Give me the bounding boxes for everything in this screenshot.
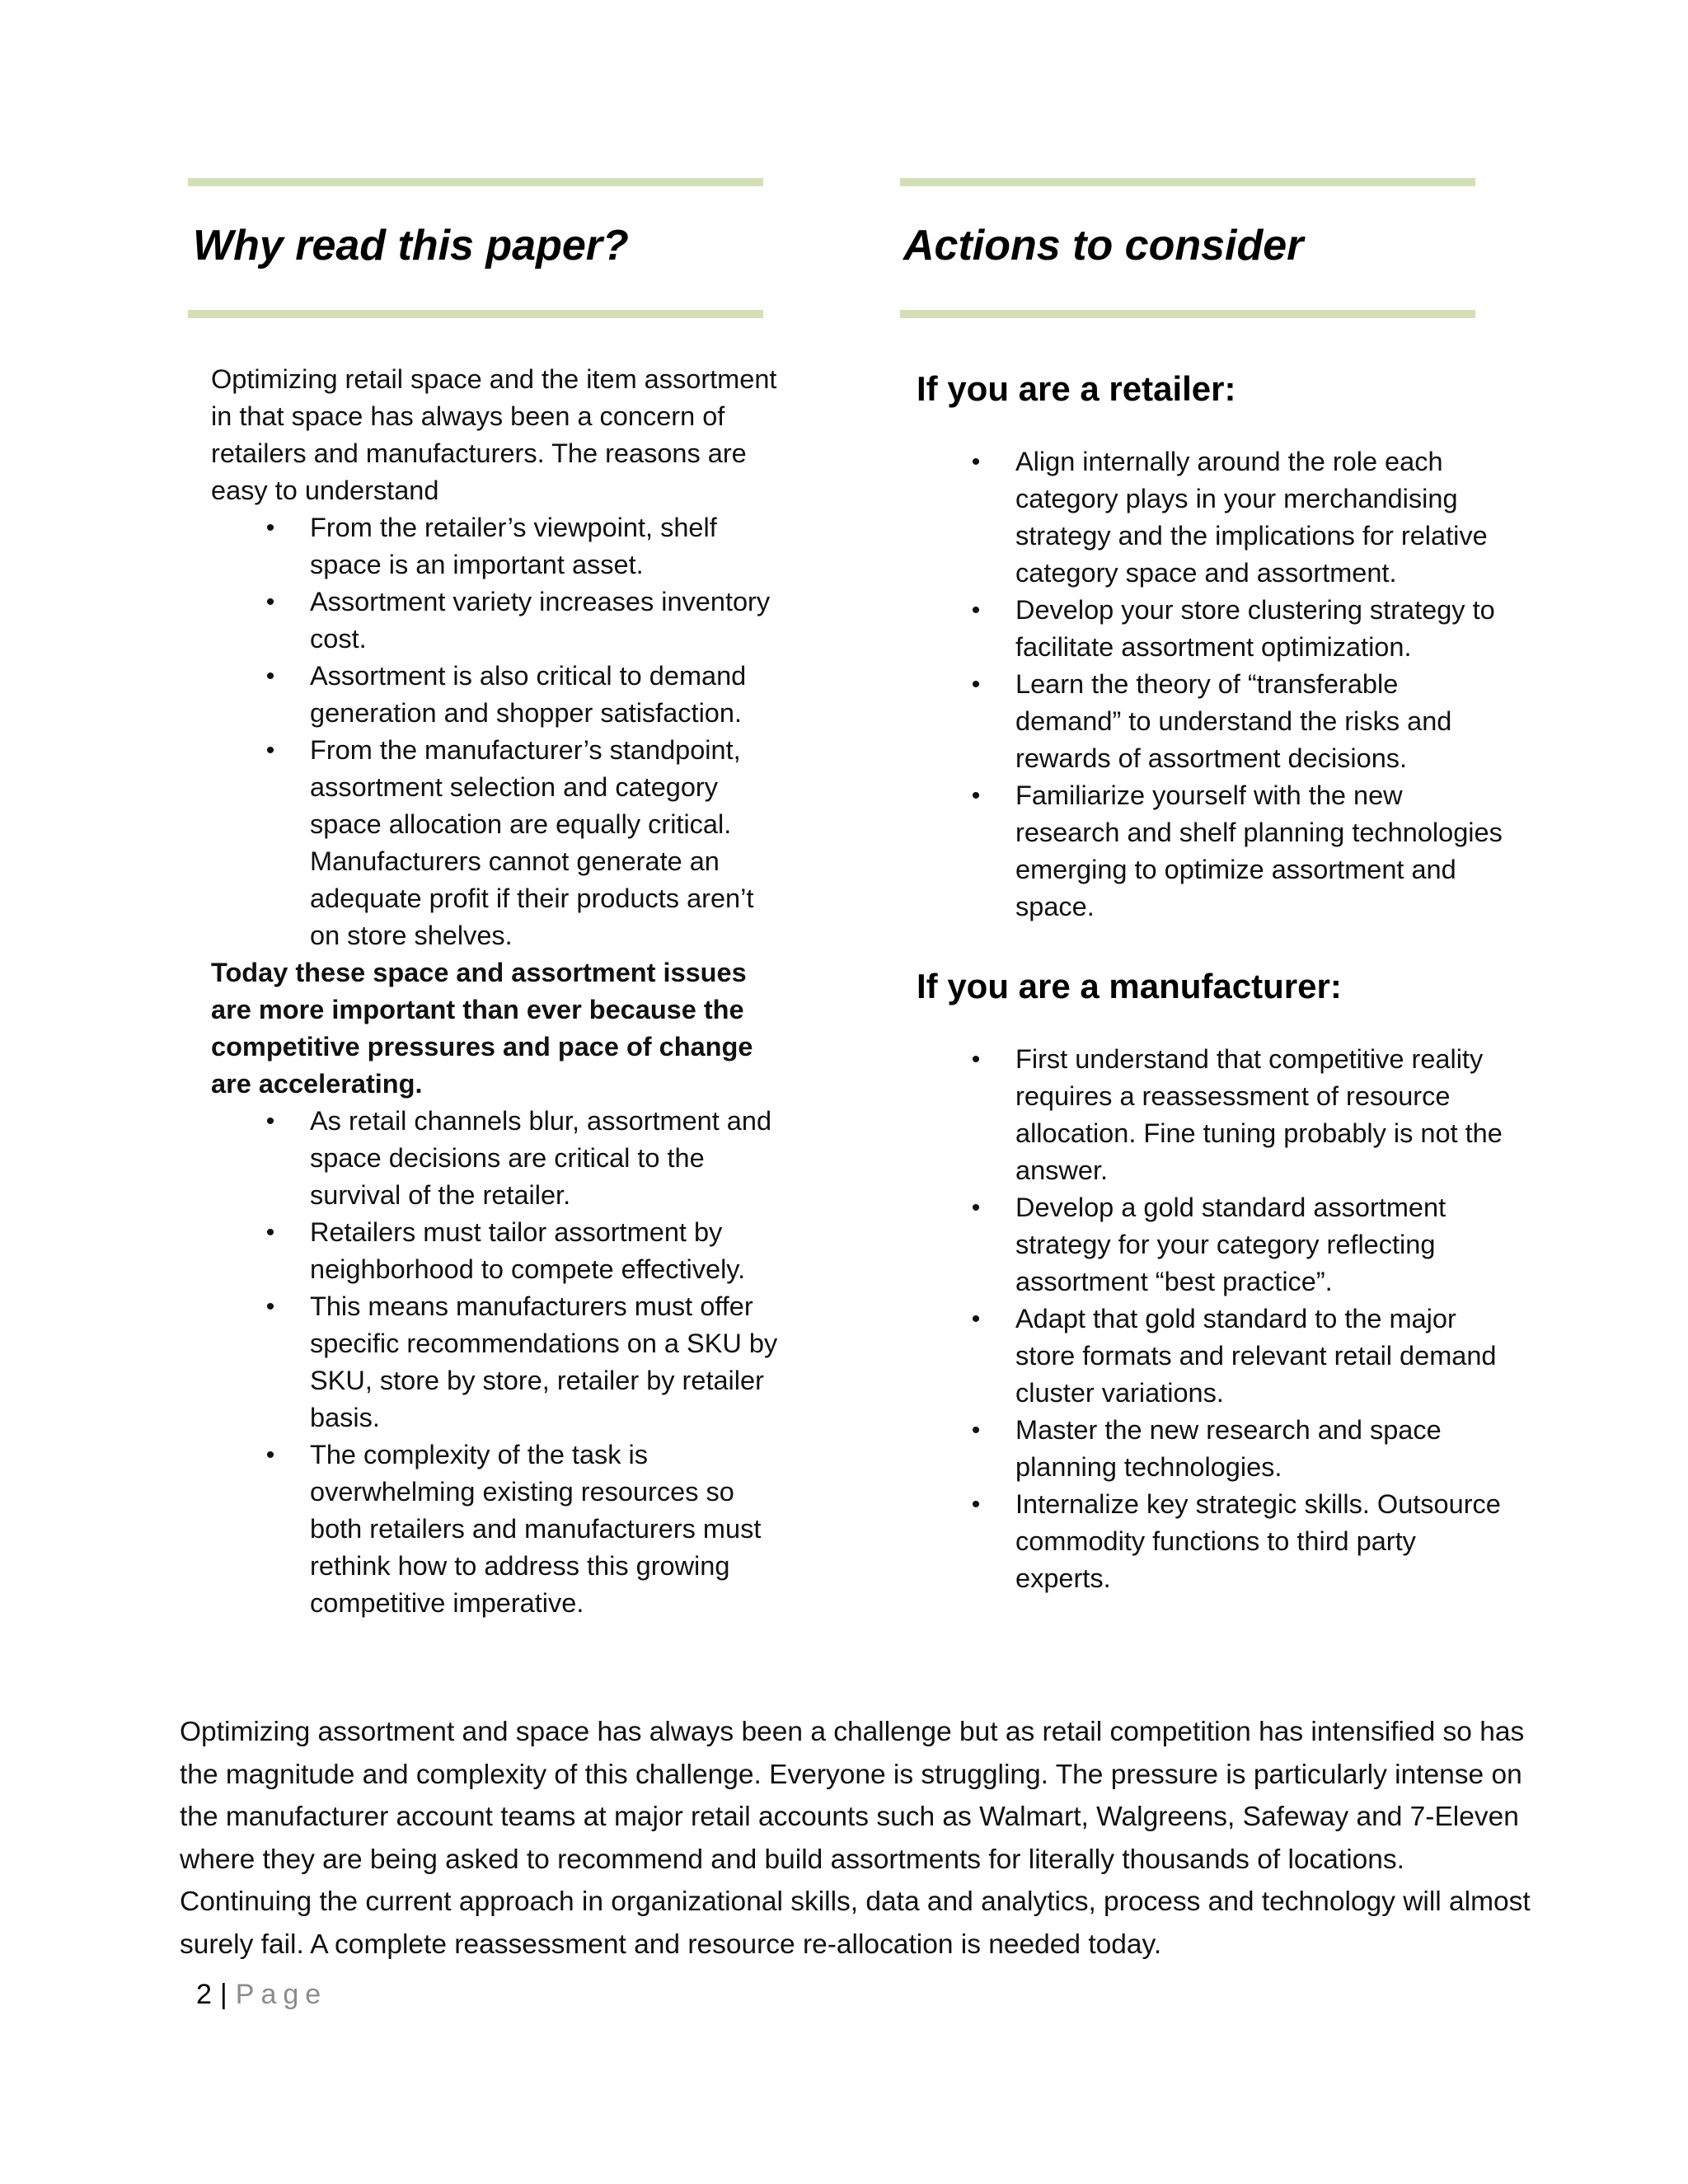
list-item: • Adapt that gold standard to the major store formats and relevant retail demand cluster variations. xyxy=(1015,1301,1510,1412)
list-item: • Master the new research and space planning technologies. xyxy=(1015,1412,1510,1486)
bullet-icon: • xyxy=(971,597,981,624)
bullet-icon: • xyxy=(971,1046,981,1073)
list-item: • The complexity of the task is overwhelming existing resources so both retailers and manufacturers must rethink how to address this growing competitive imperative. xyxy=(310,1436,788,1622)
right-title-bottom-rule xyxy=(900,310,1475,318)
intro-paragraph: Optimizing retail space and the item assortment in that space has always been a concern of retailers and manufacturers. The reasons are easy to understand xyxy=(211,364,777,505)
body-paragraph: Optimizing assortment and space has always been a challenge but as retail competition has intensified so has the magnitude and complexity of this challenge. Everyone is struggling. The pressure is particularly intense on the manufacturer account teams at major retail accounts such as Walmart, Walgreens, Safeway and 7-Eleven where they are being asked to recommend and build assortments for literally thousands of locations. Continuing the current approach in organizational skills, data and analytics, process and technology will almost surely fail. A complete reassessment and resource re-allocation is needed today. xyxy=(180,1717,1531,1960)
list-item: • From the retailer’s viewpoint, shelf space is an important asset. xyxy=(310,509,788,583)
list-item: • First understand that competitive reality requires a reassessment of resource allocation. Fine tuning probably is not the answer. xyxy=(1015,1041,1510,1189)
list-item: • Develop a gold standard assortment strategy for your category reflecting assortment “best practice”. xyxy=(1015,1189,1510,1301)
bullet-icon: • xyxy=(265,588,275,616)
list-item: • Retailers must tailor assortment by neighborhood to compete effectively. xyxy=(310,1214,788,1288)
left-column-title: Why read this paper? xyxy=(193,222,629,269)
list-item: • Learn the theory of “transferable demand” to understand the risks and rewards of assortment decisions. xyxy=(1015,666,1510,777)
bullet-icon: • xyxy=(971,448,981,476)
right-title-top-rule xyxy=(900,178,1475,186)
list-item: • Develop your store clustering strategy to facilitate assortment optimization. xyxy=(1015,592,1510,666)
bullet-icon: • xyxy=(265,1219,275,1246)
reasons-list xyxy=(211,509,788,954)
bullet-icon: • xyxy=(265,1108,275,1135)
list-item: • As retail channels blur, assortment and space decisions are critical to the survival of the retailer. xyxy=(310,1103,788,1214)
list-item: • Assortment is also critical to demand generation and shopper satisfaction. xyxy=(310,658,788,732)
retailer-heading: If you are a retailer: xyxy=(917,369,1236,408)
bullet-icon: • xyxy=(265,663,275,690)
retailer-actions-list xyxy=(917,443,1510,926)
left-title-bottom-rule xyxy=(188,310,763,318)
bullet-icon: • xyxy=(971,671,981,698)
page-footer xyxy=(196,1976,327,2013)
right-column-title: Actions to consider xyxy=(903,222,1304,269)
manufacturer-actions-list xyxy=(917,1041,1510,1597)
bullet-icon: • xyxy=(265,514,275,541)
bullet-icon: • xyxy=(971,1417,981,1444)
list-item: • Familiarize yourself with the new research and shelf planning technologies emerging to optimize assortment and space. xyxy=(1015,777,1510,926)
list-item: • Internalize key strategic skills. Outsource commodity functions to third party experts. xyxy=(1015,1486,1510,1597)
bullet-icon: • xyxy=(971,782,981,809)
right-column-content xyxy=(917,361,1510,1597)
emphasis-paragraph: Today these space and assortment issues are more important than ever because the competitive pressures and pace of change are accelerating. xyxy=(211,958,753,1099)
left-title-top-rule xyxy=(188,178,763,186)
list-item: • Align internally around the role each category plays in your merchandising strategy and the implications for relative category space and assortment. xyxy=(1015,443,1510,592)
bullet-icon: • xyxy=(971,1305,981,1333)
page-label: Page xyxy=(235,1979,328,2010)
bullet-icon: • xyxy=(265,737,275,764)
footer-separator: | xyxy=(219,1979,227,2010)
manufacturer-heading: If you are a manufacturer: xyxy=(917,967,1342,1005)
page-number: 2 xyxy=(196,1979,212,2010)
left-column-content xyxy=(211,361,788,1622)
bullet-icon: • xyxy=(971,1194,981,1221)
bullet-icon: • xyxy=(265,1441,275,1469)
pressures-list xyxy=(211,1103,788,1622)
list-item: • From the manufacturer’s standpoint, assortment selection and category space allocation are equally critical. Manufacturers cannot generate an adequate profit if their products aren’t on store shelves. xyxy=(310,732,788,954)
list-item: • Assortment variety increases inventory cost. xyxy=(310,583,788,658)
bullet-icon: • xyxy=(265,1293,275,1320)
list-item: • This means manufacturers must offer specific recommendations on a SKU by SKU, store by store, retailer by retailer basis. xyxy=(310,1288,788,1436)
bullet-icon: • xyxy=(971,1491,981,1518)
